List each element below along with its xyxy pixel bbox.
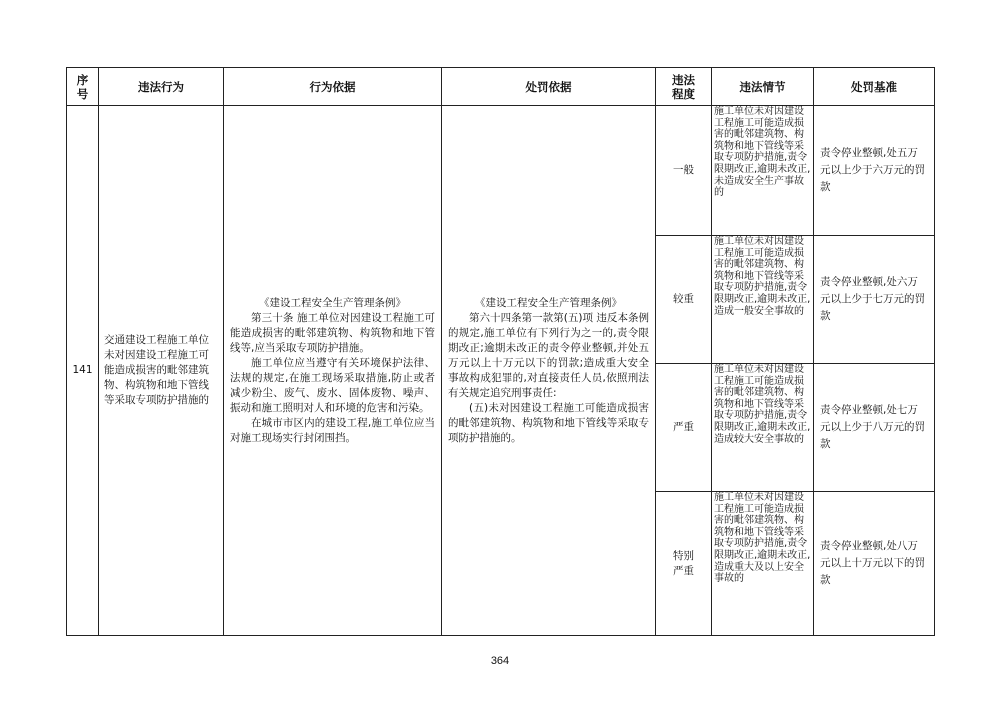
cell-circumstance: 施工单位未对因建设工程施工可能造成损害的毗邻建筑物、构筑物和地下管线等采取专项防护措施,责令限期改正,逾期未改正,造成一般安全事故的 xyxy=(712,236,814,364)
header-degree: 违法程度 xyxy=(656,68,712,106)
cell-circumstance: 施工单位未对因建设工程施工可能造成损害的毗邻建筑物、构筑物和地下管线等采取专项防护措施,责令限期改正,逾期未改正,未造成安全生产事故的 xyxy=(712,106,814,236)
header-circumstance: 违法情节 xyxy=(712,68,814,106)
cell-seq: 141 xyxy=(67,106,99,636)
cell-degree: 一般 xyxy=(656,106,712,236)
table-row xyxy=(67,106,935,236)
header-standard: 处罚基准 xyxy=(814,68,935,106)
header-seq: 序号 xyxy=(67,68,99,106)
act-text: 交通建设工程施工单位未对因建设工程施工可能造成损害的毗邻建筑物、构筑物和地下管线等采取专项防护措施的 xyxy=(104,334,209,406)
cell-circumstance: 施工单位未对因建设工程施工可能造成损害的毗邻建筑物、构筑物和地下管线等采取专项防护措施,责令限期改正,逾期未改正,造成重大及以上安全事故的 xyxy=(712,492,814,636)
basis-paragraph: 第三十条 施工单位对因建设工程施工可能造成损害的毗邻建筑物、构筑物和地下管线等,应当采取专项防护措施。 xyxy=(230,311,435,354)
header-basis: 行为依据 xyxy=(224,68,442,106)
cell-standard: 责令停业整顿,处七万元以上少于八万元的罚款 xyxy=(814,364,935,492)
penalty-paragraph: 第六十四条第一款第(五)项 违反本条例的规定,施工单位有下列行为之一的,责令限期改正;逾期未改正的责令停业整顿,并处五万元以上十万元以下的罚款;造成重大安全事故构成犯罪的,对直接责任人员,依照刑法有关规定追究刑事责任: xyxy=(448,311,649,399)
cell-degree: 严重 xyxy=(656,364,712,492)
table-header-row xyxy=(67,68,935,106)
basis-paragraph: 在城市市区内的建设工程,施工单位应当对施工现场实行封闭围挡。 xyxy=(230,416,435,444)
header-penalty-basis: 处罚依据 xyxy=(442,68,656,106)
penalty-paragraph: (五)未对因建设工程施工可能造成损害的毗邻建筑物、构筑物和地下管线等采取专项防护措施的。 xyxy=(448,401,649,444)
cell-standard: 责令停业整顿,处五万元以上少于六万元的罚款 xyxy=(814,106,935,236)
cell-act xyxy=(99,106,224,636)
cell-behavior-basis xyxy=(224,106,442,636)
penalty-title: 《建设工程安全生产管理条例》 xyxy=(475,296,622,309)
basis-title: 《建设工程安全生产管理条例》 xyxy=(259,296,406,309)
header-act: 违法行为 xyxy=(99,68,224,106)
basis-paragraph: 施工单位应当遵守有关环境保护法律、法规的规定,在施工现场采取措施,防止或者减少粉尘、废气、废水、固体废物、噪声、振动和施工照明对人和环境的危害和污染。 xyxy=(230,356,435,414)
cell-penalty-basis xyxy=(442,106,656,636)
cell-degree: 较重 xyxy=(656,236,712,364)
cell-circumstance: 施工单位未对因建设工程施工可能造成损害的毗邻建筑物、构筑物和地下管线等采取专项防护措施,责令限期改正,逾期未改正,造成较大安全事故的 xyxy=(712,364,814,492)
cell-degree: 特别严重 xyxy=(656,492,712,636)
cell-standard: 责令停业整顿,处六万元以上少于七万元的罚款 xyxy=(814,236,935,364)
page-number: 364 xyxy=(490,655,510,667)
cell-standard: 责令停业整顿,处八万元以上十万元以下的罚款 xyxy=(814,492,935,636)
penalty-standard-table xyxy=(66,67,935,636)
